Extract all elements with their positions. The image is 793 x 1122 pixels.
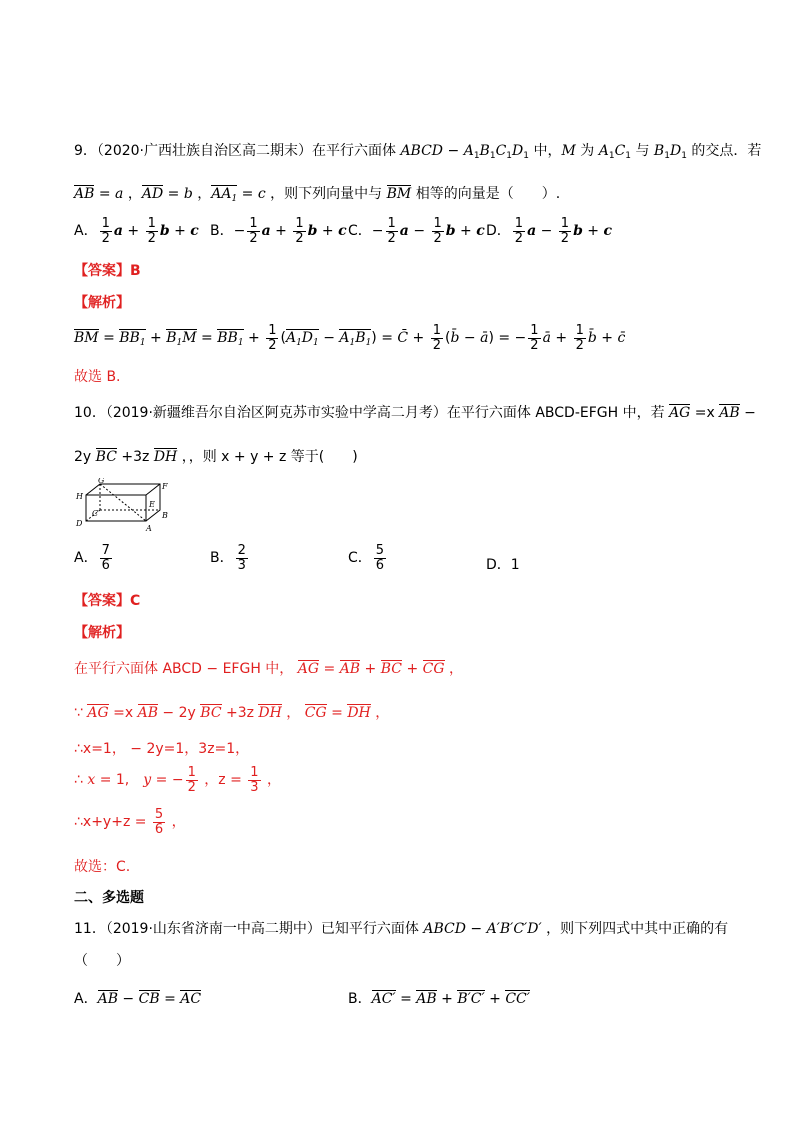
q10-analysis-line-1: 在平行六面体 ABCD − EFGH 中， AG = AB + BC + CG ， xyxy=(74,661,463,677)
q9-stem-line1: 9．（2020·广西壮族自治区高二期末）在平行六面体 ABCD − $A_1B_1C_1D_1$ 中，M 为 $A_1C_1$ 与 $B_1D_1$ 的交点．若 xyxy=(74,143,762,161)
section-title: 二、多选题 xyxy=(74,890,144,906)
q10-option-b[interactable]: B． $\frac{2}{3}$ xyxy=(210,543,246,573)
q10-stem-line1: 10．（2019·新疆维吾尔自治区阿克苏市实验中学高二月考）在平行六面体 ABCD-EFGH 中，若 AG =x AB − xyxy=(74,405,756,421)
q9-option-a[interactable]: A． $\frac{1}{2}$ a + $\frac{1}{2}$ b + c xyxy=(74,216,199,246)
q9-answer: 【答案】B xyxy=(74,263,141,279)
q9-option-d[interactable]: D． $\frac{1}{2}$ a − $\frac{1}{2}$ b + c xyxy=(486,216,613,246)
q11-stem-line2: （ ） xyxy=(74,953,130,969)
q11-stem-line1: 11．（2019·山东省济南一中高二期中）已知平行六面体 ABCD − A′B′C′D′ ，则下列四式中其中正确的有 xyxy=(74,921,729,937)
q9-analysis-line: BM = $BB_1 + B_1M = BB_1$ + $\frac{1}{2}$ $(A_1D_1 - A_1B_1)$ = C̄ + $\frac{1}{2}$ (b̄ − ā) = − $\frac{1}{2}$ ā + $\frac{1}{2}$ b̄ + c̄ xyxy=(74,323,626,353)
q9-option-b[interactable]: B．− $\frac{1}{2}$ a + $\frac{1}{2}$ b + c xyxy=(210,216,347,246)
q10-conclusion: 故选：C. xyxy=(74,859,131,875)
q9-option-c[interactable]: C．− $\frac{1}{2}$ a − $\frac{1}{2}$ b + c xyxy=(348,216,485,246)
q10-analysis-label: 【解析】 xyxy=(74,625,130,641)
q9-conclusion: 故选 B. xyxy=(74,369,121,385)
q10-option-c[interactable]: C． $\frac{5}{6}$ xyxy=(348,543,385,573)
q10-answer: 【答案】C xyxy=(74,593,141,609)
q10-analysis-line-5: ∴x+y+z = $\frac{5}{6}$ ， xyxy=(74,807,186,837)
q11-option-a[interactable]: A．AB − CB = AC xyxy=(74,991,202,1007)
parallelepiped-figure xyxy=(72,478,182,536)
q10-stem-line2: 2y BC +3z DH ，，则 x + y + z 等于( ) xyxy=(74,449,358,465)
q10-analysis-line-4: ∴ x = 1, y = − $\frac{1}{2}$ ，z = $\frac{1}{3}$ ， xyxy=(74,765,282,795)
label-g: G xyxy=(98,478,105,485)
q9-analysis-label: 【解析】 xyxy=(74,295,130,311)
label-a: A xyxy=(146,524,152,533)
label-b: B xyxy=(162,511,168,520)
q10-option-d[interactable]: D．1 xyxy=(486,557,520,573)
q11-option-b[interactable]: B．AC′ = AB + B′C′ + CC′ xyxy=(348,991,530,1007)
label-c: C xyxy=(92,509,99,518)
q10-analysis-line-3: ∴x=1， − 2y=1，3z=1， xyxy=(74,741,250,757)
label-h: H xyxy=(76,492,83,501)
label-f: F xyxy=(162,482,168,491)
q9-stem-line2: AB = a ，AD = b ，$AA_1 = c$ ，则下列向量中与 BM 相等的向量是（ ）. xyxy=(74,186,561,204)
q10-option-a[interactable]: A． $\frac{7}{6}$ xyxy=(74,543,110,573)
label-e: E xyxy=(149,500,155,509)
label-d: D xyxy=(76,519,83,528)
q10-analysis-line-2: ∵ AG =x AB − 2y BC +3z DH ， CG = DH ， xyxy=(74,705,390,721)
